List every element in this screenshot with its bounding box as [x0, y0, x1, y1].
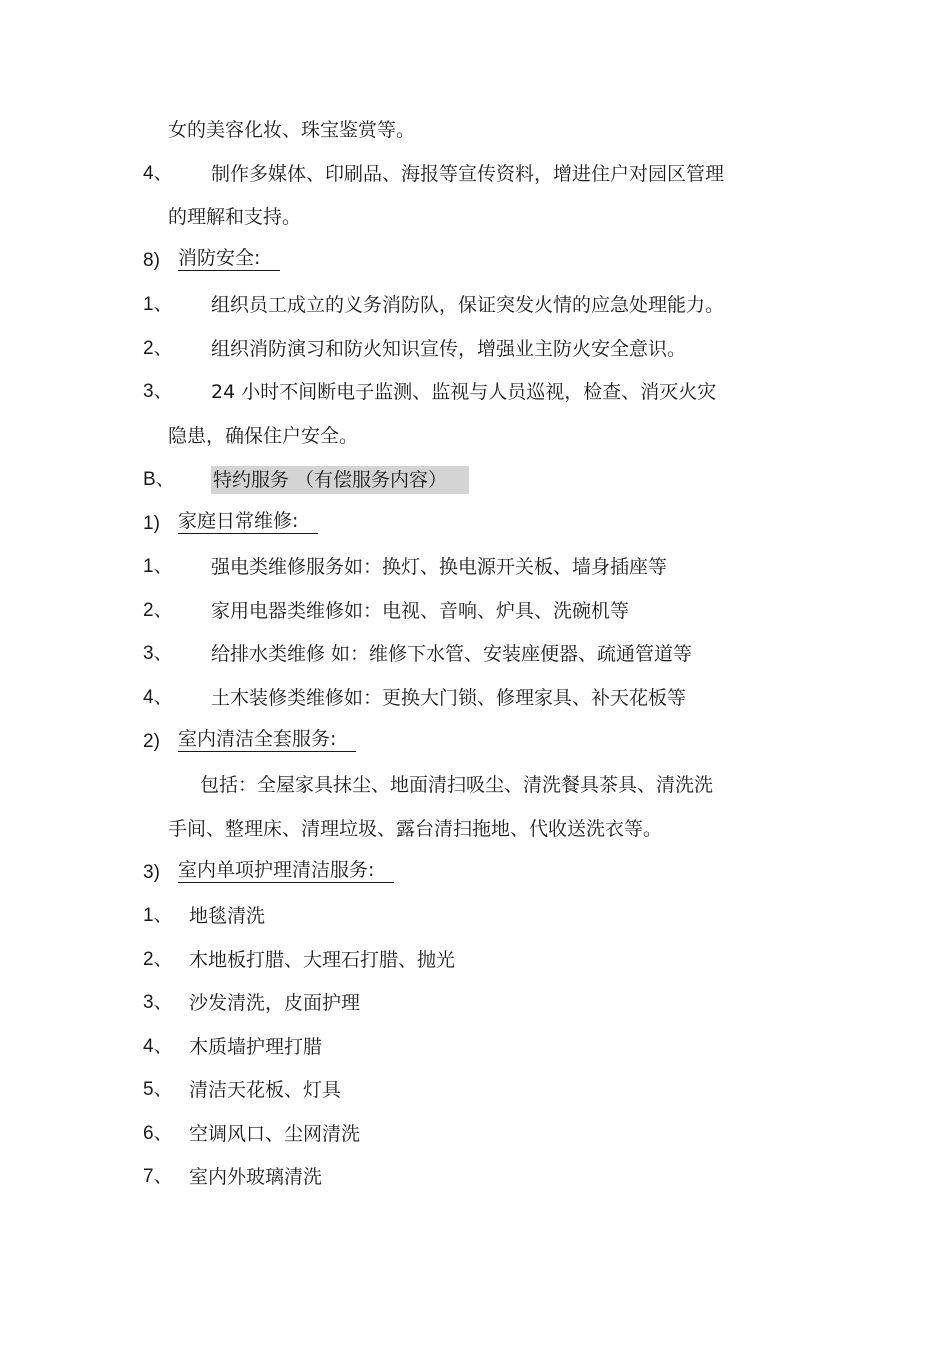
- list-number: 3、: [143, 992, 173, 1013]
- section-number: 2): [143, 731, 160, 752]
- highlighted-heading: 特约服务 （有偿服务内容）: [211, 466, 469, 494]
- paragraph-continuation: 隐患，确保住户安全。: [168, 425, 359, 447]
- list-item-text: 24 小时不间断电子监测、监视与人员巡视，检查、消灭火灾: [211, 381, 717, 403]
- list-number: 2、: [143, 949, 173, 970]
- list-item-text: 沙发清洗，皮面护理: [189, 992, 361, 1014]
- list-item-text: 组织员工成立的义务消防队，保证突发火情的应急处理能力。: [211, 294, 725, 316]
- section-letter: B、: [143, 469, 175, 490]
- paragraph-continuation: 的理解和支持。: [168, 206, 302, 228]
- list-number: 4、: [143, 163, 173, 184]
- list-item-text: 清洁天花板、灯具: [189, 1079, 342, 1101]
- list-number: 6、: [143, 1123, 173, 1144]
- paragraph-text: 包括：全屋家具抹尘、地面清扫吸尘、清洗餐具茶具、清洗洗: [200, 774, 714, 796]
- section-title: 家庭日常维修:: [178, 509, 318, 534]
- section-number: 8): [143, 250, 160, 271]
- list-item-text: 空调风口、尘网清洗: [189, 1123, 361, 1145]
- list-number: 1、: [143, 905, 173, 926]
- list-number: 2、: [143, 600, 173, 621]
- list-item-text: 木地板打腊、大理石打腊、抛光: [189, 949, 456, 971]
- list-number: 2、: [143, 338, 173, 359]
- list-number: 4、: [143, 687, 173, 708]
- list-item-text: 木质墙护理打腊: [189, 1036, 323, 1058]
- list-number: 3、: [143, 643, 173, 664]
- paragraph-continuation: 女的美容化妆、珠宝鉴赏等。: [168, 119, 416, 141]
- section-title: 消防安全:: [178, 246, 280, 271]
- list-number: 3、: [143, 381, 173, 402]
- list-number: 1、: [143, 556, 173, 577]
- list-item-text: 家用电器类维修如：电视、音响、炉具、洗碗机等: [211, 600, 630, 622]
- section-number: 1): [143, 513, 160, 534]
- section-number: 3): [143, 862, 160, 883]
- list-number: 5、: [143, 1079, 173, 1100]
- list-item-text: 组织消防演习和防火知识宣传，增强业主防火安全意识。: [211, 338, 687, 360]
- list-number: 1、: [143, 294, 173, 315]
- list-item-text: 室内外玻璃清洗: [189, 1166, 323, 1188]
- list-number: 7、: [143, 1166, 173, 1187]
- section-title: 室内单项护理清洁服务:: [178, 858, 394, 883]
- list-item-text: 给排水类维修 如：维修下水管、安装座便器、疏通管道等: [211, 643, 693, 665]
- list-item-text: 地毯清洗: [189, 905, 266, 927]
- section-title: 室内清洁全套服务:: [178, 727, 356, 752]
- list-item-text: 强电类维修服务如：换灯、换电源开关板、墙身插座等: [211, 556, 668, 578]
- list-item-text: 土木装修类维修如：更换大门锁、修理家具、补天花板等: [211, 687, 687, 709]
- list-item-text: 制作多媒体、印刷品、海报等宣传资料，增进住户对园区管理: [211, 163, 725, 185]
- list-number: 4、: [143, 1036, 173, 1057]
- paragraph-continuation: 手间、整理床、清理垃圾、露台清扫拖地、代收送洗衣等。: [168, 818, 663, 840]
